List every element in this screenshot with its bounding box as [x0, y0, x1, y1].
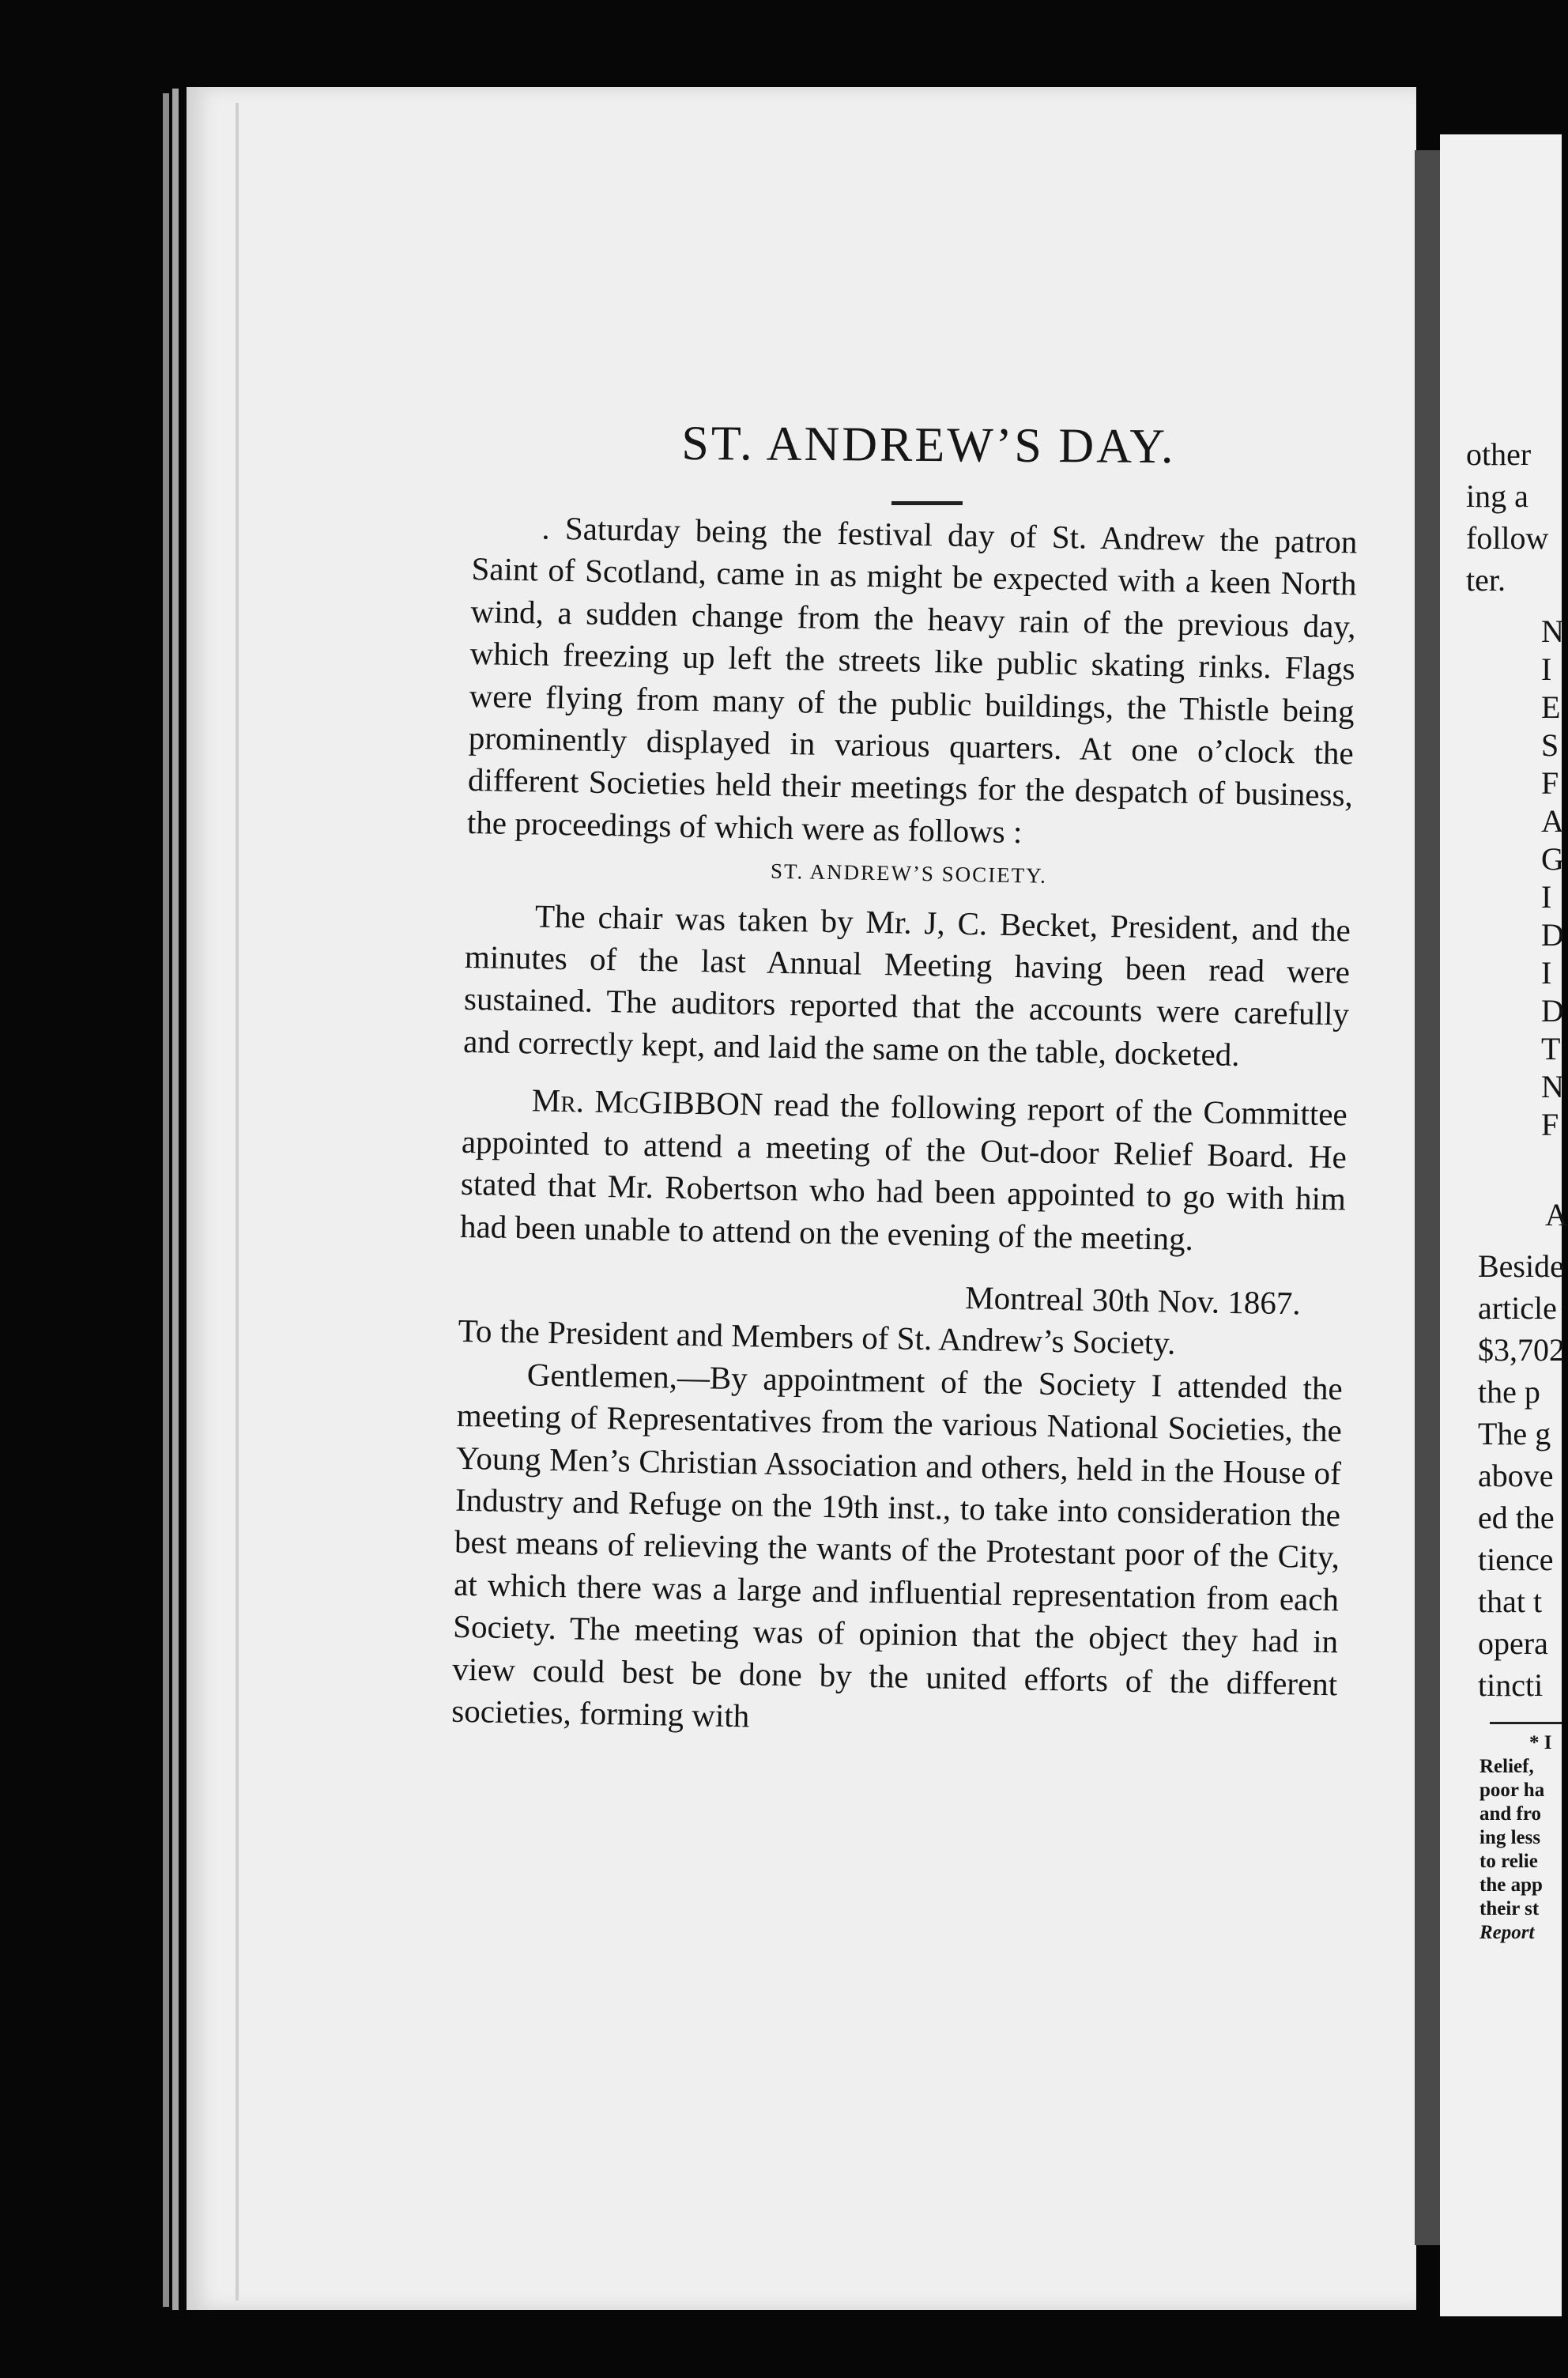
- right-list-initial: F: [1541, 765, 1559, 801]
- right-para-line: ed the: [1478, 1500, 1555, 1535]
- right-list-initial: E: [1541, 689, 1561, 725]
- right-heading-initial: A: [1545, 1197, 1568, 1232]
- letter-address: To the President and Members of St. Andrew’s Society.: [458, 1312, 1176, 1361]
- letter-date: Montreal 30th Nov. 1867.: [964, 1278, 1301, 1322]
- mcgibbon-text: read the following report of the Committee appointed to attend a meeting of the Out-door Relief Board. He stated that Mr. Robertson who had been appointed to go with him had been unable to attend on the evening of the meeting.: [459, 1085, 1348, 1257]
- page-inner-rule: [236, 103, 239, 2301]
- right-footnote-line: ing less: [1479, 1827, 1541, 1848]
- right-para-line: Beside: [1478, 1248, 1564, 1284]
- right-para-line: The g: [1478, 1416, 1551, 1451]
- right-footnote-line: * I: [1529, 1732, 1552, 1753]
- right-top-line: ter.: [1466, 562, 1506, 598]
- title-rule: [891, 501, 963, 505]
- right-footnote-line: poor ha: [1479, 1780, 1545, 1801]
- right-top-line: follow: [1466, 520, 1549, 556]
- right-top-line: other: [1466, 436, 1532, 472]
- right-para-line: tincti: [1478, 1667, 1544, 1703]
- page-stack-edge: [172, 89, 179, 2310]
- section-heading: ST. ANDREW’S SOCIETY.: [770, 859, 1048, 889]
- right-para-line: article: [1478, 1290, 1557, 1326]
- right-footnote-line: Report: [1479, 1922, 1535, 1943]
- letter-body: Gentlemen,—By appointment of the Society I attended the meeting of Representatives from the various National Societies, the Young Men’s Christian Association and others, held in the House of Industry and Refuge on the 19th inst., to take into consideration the best means of relieving the wants of the Protestant poor of the City, at which there was a large and influential representation from each Society. The meeting was of opinion that the object they had in view could best be done by the united efforts of the different societies, forming with: [451, 1356, 1344, 1734]
- page-stack-edge: [163, 93, 169, 2307]
- footnote-rule: [1490, 1722, 1562, 1724]
- right-list-initial: D: [1541, 917, 1564, 953]
- right-list-initial: A: [1541, 803, 1564, 839]
- right-list-initial: G: [1541, 841, 1564, 877]
- right-footnote-line: to relie: [1479, 1851, 1538, 1872]
- right-footnote-line: their st: [1479, 1898, 1540, 1919]
- book-gutter: [1415, 150, 1442, 2245]
- right-para-line: that t: [1478, 1583, 1543, 1619]
- right-list-initial: I: [1541, 651, 1552, 687]
- right-list-initial: N: [1541, 613, 1564, 649]
- right-para-line: opera: [1478, 1625, 1548, 1661]
- right-list-initial: N: [1541, 1069, 1564, 1104]
- page-title: ST. ANDREW’S DAY.: [681, 416, 1176, 474]
- right-list-initial: I: [1541, 955, 1552, 991]
- right-para-line: tience: [1478, 1542, 1554, 1577]
- intro-paragraph: . Saturday being the festival day of St. Andrew the patron Saint of Scotland, came in as might be expected with a keen North wind, a sudden change from the heavy rain of the previous day, which freezing up left the streets like public skating rinks. Flags were flying from many of the public buildings, the Thistle being prominently displayed in various quarters. At one o’clock the different Societies held their meetings for the despatch of business, the proceedings of which were as follows :: [466, 509, 1358, 851]
- right-list-initial: D: [1541, 993, 1564, 1029]
- mcgibbon-paragraph: [460, 1078, 1348, 1263]
- right-list-initial: F: [1541, 1107, 1559, 1142]
- right-list-initial: S: [1541, 727, 1559, 763]
- chair-paragraph: The chair was taken by Mr. J, C. Becket, President, and the minutes of the last Annual Meeting having been read were sustained. The auditors reported that the accounts were carefully and correctly kept, and laid the same on the table, docketed.: [462, 897, 1351, 1073]
- right-list-initial: I: [1541, 879, 1552, 915]
- right-footnote-line: the app: [1479, 1874, 1543, 1896]
- right-footnote-line: Relief,: [1479, 1756, 1534, 1777]
- right-top-line: ing a: [1466, 478, 1528, 514]
- right-para-line: above: [1478, 1458, 1554, 1493]
- right-footnote-line: and fro: [1479, 1803, 1542, 1825]
- article-body: [451, 506, 1358, 1748]
- speaker-name: Mr. McGIBBON: [531, 1081, 763, 1123]
- right-para-line: the p: [1478, 1374, 1540, 1410]
- right-para-line: $3,702: [1478, 1332, 1565, 1368]
- right-list-initial: T: [1541, 1031, 1561, 1066]
